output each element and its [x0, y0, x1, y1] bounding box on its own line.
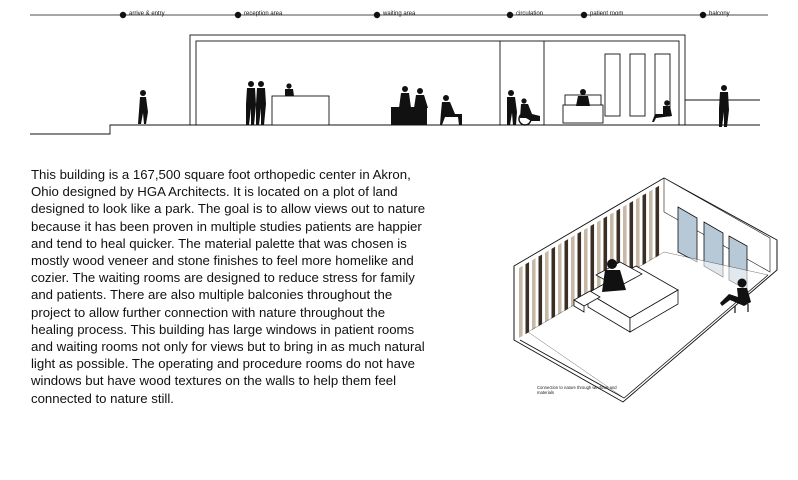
patient-window-2	[630, 54, 645, 116]
wood-slat	[630, 201, 634, 273]
wood-slat	[578, 232, 582, 304]
silhouette-entry-person	[138, 90, 148, 124]
wood-slat	[565, 239, 569, 311]
wood-slat	[636, 197, 640, 269]
wood-slat	[571, 235, 575, 307]
silhouette-patient-in-bed	[576, 89, 590, 106]
zone-label-balcony: balcony	[709, 11, 730, 17]
patient-room-axonometric	[505, 170, 785, 410]
patient-bed	[563, 105, 603, 123]
zone-dot-balcony	[700, 12, 706, 18]
wood-slat	[597, 220, 601, 292]
axon-caption: Connection to nature through windows and materials	[537, 385, 617, 395]
wood-slat	[526, 262, 530, 334]
zone-label-arrive-entry: arrive & entry	[129, 11, 165, 17]
building-envelope	[190, 35, 760, 125]
zone-dot-waiting	[374, 12, 380, 18]
patient-window-1	[605, 54, 620, 116]
people-silhouettes	[138, 81, 729, 127]
wood-slat	[591, 224, 595, 296]
reception-desk	[272, 96, 329, 125]
zone-dot-patient-room	[581, 12, 587, 18]
wood-slat	[558, 243, 562, 315]
wood-slat	[539, 254, 543, 326]
wood-slat	[532, 258, 536, 330]
wood-slat	[584, 228, 588, 300]
project-description: This building is a 167,500 square foot orthopedic center in Akron, Ohio designed by HGA Architects. It is located on a plot of land designed to look like a park. The goal is to allow views out to nature because it has been proven in multiple studies patients are happier and tend to heal quicker. The material palette that was chosen is mostly wood veneer and stone finishes to feel more homelike and cozier. The waiting rooms are designed to reduce stress for family and patients. There are also multiple balconies throughout the project to allow further connection with nature throughout the healing process. This building has large windows in patient rooms and waiting rooms not only for views but to bring in as much natural light as possible. The operating and procedure rooms do not have windows but have wood textures on the walls to help them feel connected to nature still.	[31, 167, 426, 406]
silhouette-waiting-group	[391, 86, 462, 125]
ground-line	[30, 125, 760, 134]
zone-label-waiting: waiting area	[383, 11, 416, 17]
zone-dot-entry	[120, 12, 126, 18]
wood-slat	[656, 186, 660, 258]
zone-dot-circulation	[507, 12, 513, 18]
silhouette-circulation	[507, 90, 540, 125]
wood-slat	[649, 190, 653, 262]
wood-slat	[519, 266, 523, 338]
silhouette-receptionist	[285, 83, 294, 96]
wood-slat	[552, 247, 556, 319]
building-section-drawing	[0, 0, 798, 150]
zone-dot-reception	[235, 12, 241, 18]
zone-label-patient-room: patient room	[590, 11, 624, 17]
wood-slat	[545, 251, 549, 323]
zone-label-reception: reception area	[244, 11, 283, 17]
silhouette-reception-couple	[246, 81, 266, 125]
silhouette-balcony-person	[719, 85, 729, 127]
wood-slat	[643, 193, 647, 265]
zone-label-circulation: circulation	[516, 11, 544, 17]
